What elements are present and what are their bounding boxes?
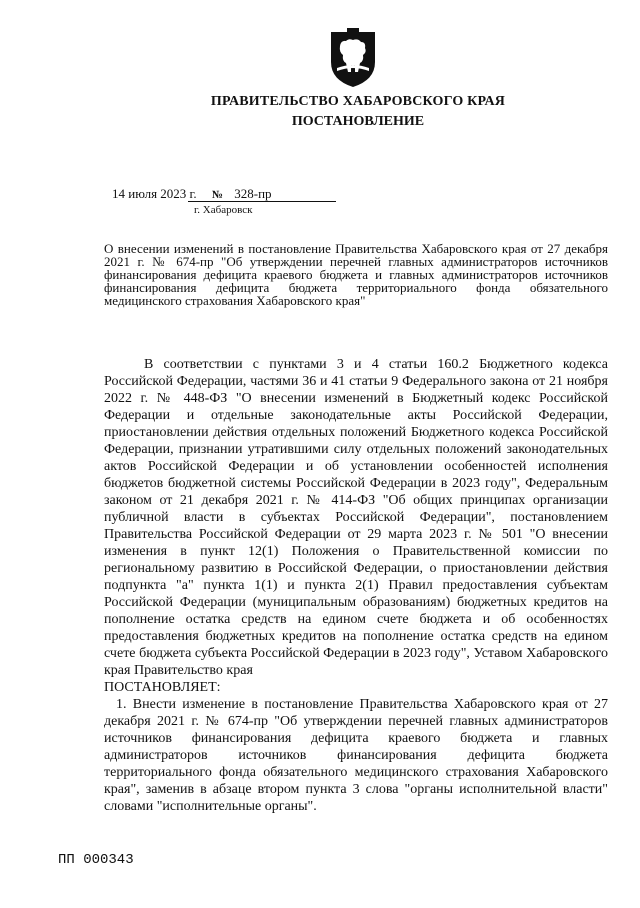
date-underline: [188, 201, 336, 202]
city-label: г. Хабаровск: [194, 204, 253, 216]
khabarovsk-coat-of-arms-icon: [327, 28, 379, 90]
date-number-line: [112, 186, 272, 202]
number-label: №: [211, 189, 223, 201]
document-body: [104, 356, 608, 815]
document-type: ПОСТАНОВЛЕНИЕ: [291, 114, 425, 129]
item-1-paragraph: 1. Внести изменение в постановление Правительства Хабаровского края от 27 декабря 2021 г. № 674-пр "Об утверждении перечней главных администраторов источников финансирования дефицита краевого бюджета и главных администраторов источников финансирования дефицита бюджета территориального фонда обязательного медицинского страхования Хабаровского края", заменив в абзаце втором пункта 3 слова "органы исполнительной власти" словами "исполнительные органы".: [104, 697, 608, 814]
footer-code: ПП 000343: [58, 852, 134, 868]
decree-word: ПОСТАНОВЛЯЕТ:: [104, 680, 221, 695]
document-date: 14 июля 2023 г.: [112, 186, 197, 201]
document-subject: О внесении изменений в постановление Правительства Хабаровского края от 27 декабря 2021 г. № 674-пр "Об утверждении перечней главных администраторов источников финансирования дефицита краевого бюджета и главных администраторов источников финансирования дефицита бюджета территориального фонда обязательного медицинского страхования Хабаровского края": [104, 241, 608, 308]
preamble-paragraph: В соответствии с пунктами 3 и 4 статьи 160.2 Бюджетного кодекса Российской Федерации, частями 36 и 41 статьи 9 Федерального закона от 21 ноября 2022 г. № 448-ФЗ "О внесении изменений в Бюджетный кодекс Российской Федерации и отдельные законодательные акты Российской Федерации, приостановлении действия отдельных положений Бюджетного кодекса Российской Федерации, признании утратившими силу отдельных положений законодательных актов Российской Федерации и об установлении особенностей исполнения бюджетов бюджетной системы Российской Федерации в 2023 году", Федеральным законом от 21 декабря 2021 г. № 414-ФЗ "Об общих принципах организации публичной власти в субъектах Российской Федерации", постановлением Правительства Российской Федерации от 29 марта 2023 г. № 501 "О внесении изменения в пункт 12(1) Положения о Правительственной комиссии по региональному развитию в Российской Федерации, о приостановлении действия подпункта "а" пункта 1(1) и пункта 2(1) Правил предоставления субъектам Российской Федерации (муниципальным образованиям) бюджетных кредитов на пополнение остатка средств на едином счете бюджета и об особенностях предоставления бюджетных кредитов на пополнение остатка средств на едином счете бюджета субъекта Российской Федерации в 2023 году", Уставом Хабаровского края Правительство края: [104, 357, 608, 678]
document-number: 328-пр: [234, 186, 272, 201]
government-title: ПРАВИТЕЛЬСТВО ХАБАРОВСКОГО КРАЯ: [210, 94, 506, 109]
